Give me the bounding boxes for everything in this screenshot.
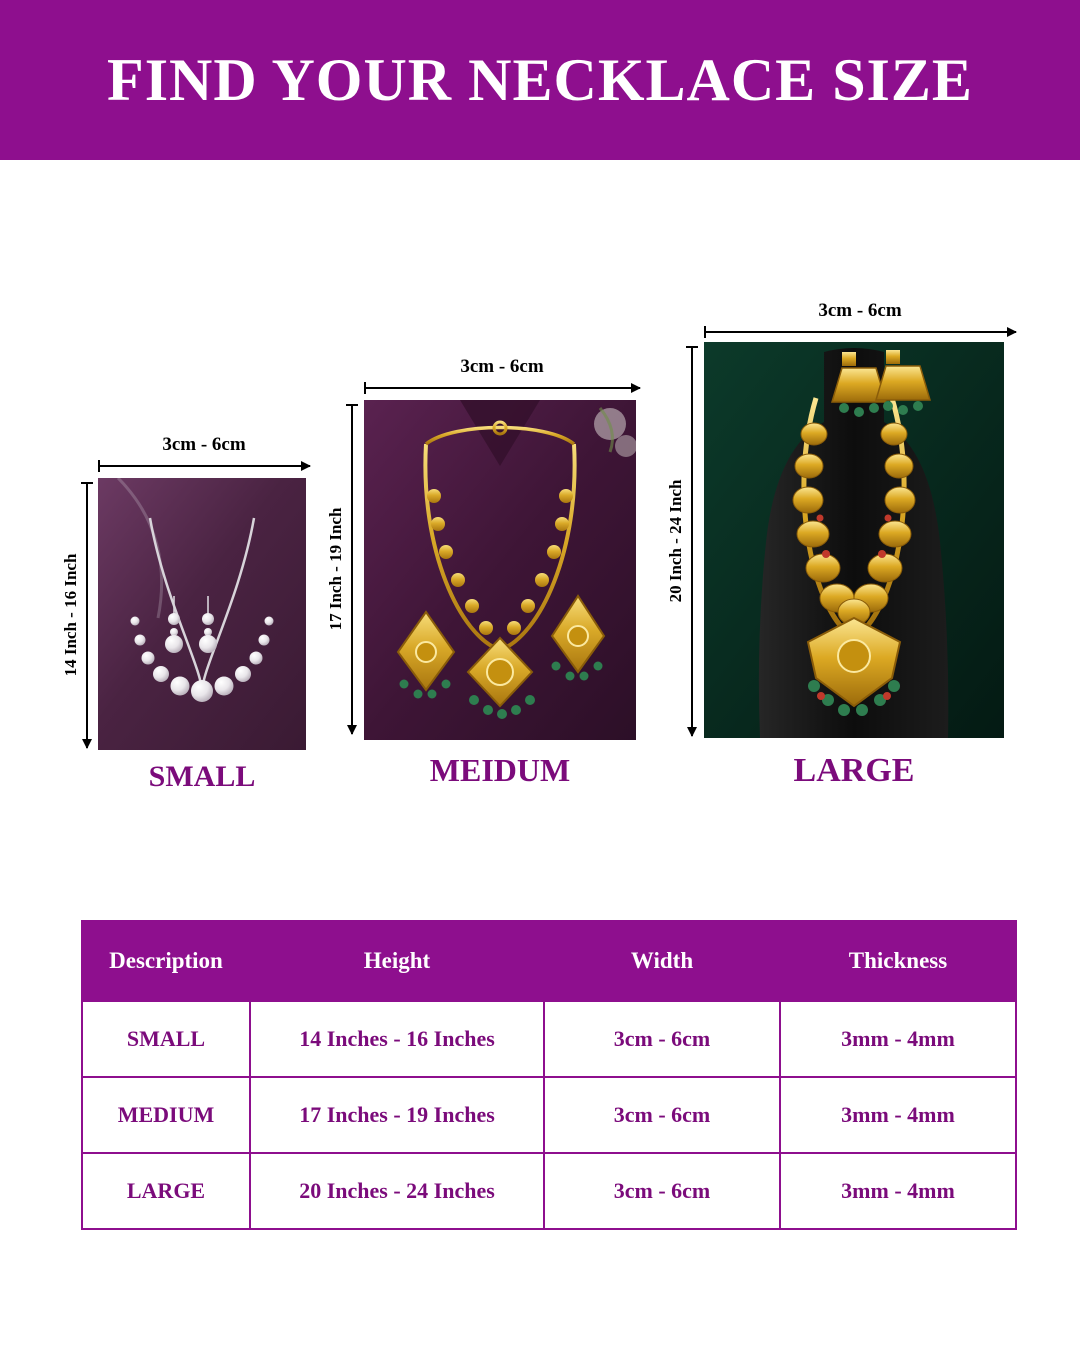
cell-width: 3cm - 6cm [544, 1077, 780, 1153]
arrow-line [704, 331, 1016, 333]
small-width-label: 3cm - 6cm [162, 434, 246, 455]
cell-width: 3cm - 6cm [544, 1153, 780, 1229]
large-height-arrow [666, 346, 698, 736]
medium-necklace-image [364, 400, 636, 740]
table-row [82, 1153, 1016, 1229]
cell-height: 14 Inches - 16 Inches [250, 1001, 544, 1077]
cell-width: 3cm - 6cm [544, 1001, 780, 1077]
arrow-line [364, 387, 640, 389]
medium-width-arrow [364, 356, 640, 394]
arrow-head-right [301, 461, 311, 471]
table-row [82, 1077, 1016, 1153]
table-row [82, 1001, 1016, 1077]
arrow-head-right [1007, 327, 1017, 337]
large-height-label: 20 Inch - 24 Inch [666, 479, 685, 603]
cell-height: 17 Inches - 19 Inches [250, 1077, 544, 1153]
cell-height: 20 Inches - 24 Inches [250, 1153, 544, 1229]
large-necklace-image [704, 342, 1004, 738]
large-width-label: 3cm - 6cm [818, 300, 902, 321]
column-header-height: Height [250, 921, 544, 1001]
size-chart-table [81, 920, 1017, 1230]
size-block-large [660, 160, 1080, 820]
size-block-medium [320, 160, 680, 820]
cell-thickness: 3mm - 4mm [780, 1153, 1016, 1229]
small-height-label: 14 Inch - 16 Inch [61, 553, 80, 677]
column-header-thickness: Thickness [780, 921, 1016, 1001]
arrow-head-bottom [347, 725, 357, 735]
size-comparison-section [0, 160, 1080, 900]
arrow-cap-top [81, 482, 93, 484]
small-necklace-photo [98, 478, 306, 750]
cell-description: MEDIUM [82, 1077, 250, 1153]
cell-thickness: 3mm - 4mm [780, 1001, 1016, 1077]
medium-height-label: 17 Inch - 19 Inch [326, 507, 345, 631]
arrow-head-bottom [687, 727, 697, 737]
arrow-line [86, 482, 88, 748]
cell-description: SMALL [82, 1001, 250, 1077]
arrow-cap-top [346, 404, 358, 406]
medium-necklace-photo [364, 400, 636, 740]
arrow-line [351, 404, 353, 734]
arrow-head-right [631, 383, 641, 393]
table-header-row [82, 921, 1016, 1001]
arrow-cap-left [704, 326, 706, 338]
medium-caption: MEIDUM [429, 752, 571, 788]
medium-width-label: 3cm - 6cm [460, 356, 544, 377]
arrow-cap-top [686, 346, 698, 348]
size-block-small [0, 160, 340, 820]
small-caption: SMALL [148, 760, 256, 793]
arrow-cap-left [98, 460, 100, 472]
arrow-line [691, 346, 693, 736]
large-caption: LARGE [793, 752, 915, 789]
column-header-width: Width [544, 921, 780, 1001]
large-necklace-photo [704, 342, 1004, 738]
page-title: FIND YOUR NECKLACE SIZE [107, 46, 973, 113]
arrow-head-bottom [82, 739, 92, 749]
medium-height-arrow [326, 404, 358, 734]
small-width-arrow [98, 434, 310, 472]
column-header-description: Description [82, 921, 250, 1001]
table-header [82, 921, 1016, 1001]
arrow-cap-left [364, 382, 366, 394]
table-body [82, 1001, 1016, 1229]
cell-thickness: 3mm - 4mm [780, 1077, 1016, 1153]
small-necklace-image [98, 478, 306, 750]
small-height-arrow [61, 482, 93, 748]
cell-description: LARGE [82, 1153, 250, 1229]
page-header [0, 0, 1080, 160]
large-width-arrow [704, 300, 1016, 338]
arrow-line [98, 465, 310, 467]
